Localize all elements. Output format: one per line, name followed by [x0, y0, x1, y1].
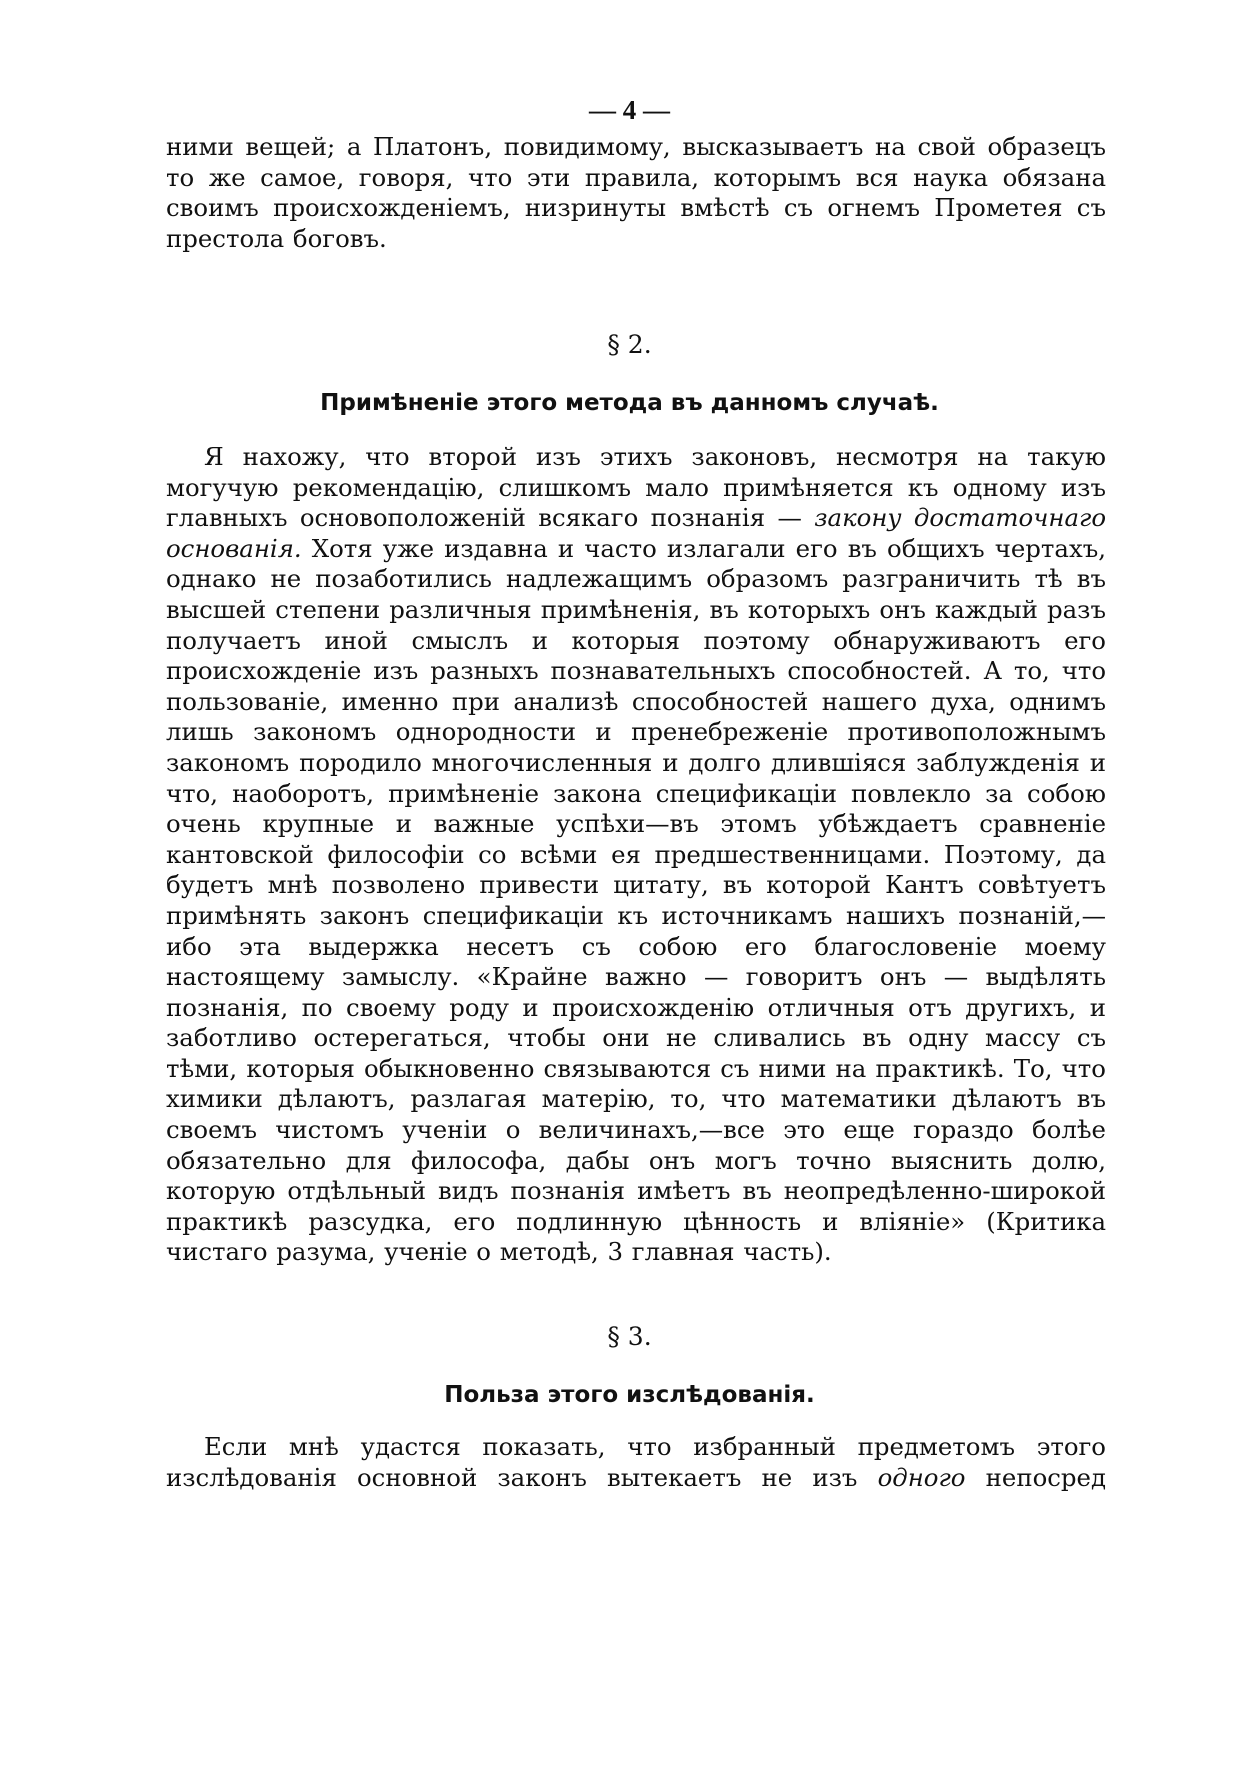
section-3-italic-word: одного — [877, 1462, 966, 1492]
section-3-text-start: Если мнѣ удастся показать, что избранный предметомъ этого изслѣдованія основной законъ вытекаетъ не изъ — [166, 1432, 1106, 1492]
section-3-body-block — [166, 1432, 1106, 1493]
section-2-body-block — [166, 442, 1106, 1268]
page-number: — 4 — — [589, 95, 670, 125]
section-2-text-rest: Хотя уже издавна и часто излагали его въ общихъ чертахъ, однако не позаботились надлежащимъ образомъ разграничить тѣ въ высшей степени различныя примѣненія, въ которыхъ онъ каждый разъ получаетъ иной смыслъ и которыя поэтому обнаруживаютъ его происхожденіе изъ разныхъ познавательныхъ способностей. А то, что пользованіе, именно при анализѣ способностей нашего духа, однимъ лишь закономъ однородности и пренебреженіе противоположнымъ закономъ породило многочисленныя и долго длившіяся заблужденія и что, наоборотъ, примѣненіе закона спецификаціи повлекло за собою очень крупные и важные успѣхи—въ этомъ убѣждаетъ сравненіе кантовской философіи со всѣми ея предшественницами. Поэтому, да будетъ мнѣ позволено привести цитату, въ которой Кантъ совѣтуетъ примѣнять законъ спецификаціи къ источникамъ нашихъ познаній,—ибо эта выдержка несетъ съ собою его благословеніе моему настоящему замыслу. «Крайне важно — говоритъ онъ — выдѣлять познанія, по своему роду и происхожденію отличныя отъ другихъ, и заботливо остерегаться, чтобы они не сливались въ одну массу съ тѣми, которыя обыкновенно связываются съ ними на практикѣ. То, что химики дѣлаютъ, разлагая матерію, то, что математики дѣлаютъ въ своемъ чистомъ ученіи о величинахъ,—все это еще гораздо болѣе обязательно для философа, дабы онъ могъ точно выяснить долю, которую отдѣльный видъ познанія имѣетъ въ неопредѣленно-широкой практикѣ разсудка, его подлинную цѣнность и вліяніе» (Критика чистаго разума, ученіе о методѣ, 3 главная часть). — [166, 533, 1106, 1267]
opening-paragraph-block — [166, 132, 1106, 254]
section-3-number: § 3. — [607, 1322, 652, 1351]
section-2-text-start: Я нахожу, что второй изъ этихъ законовъ, несмотря на такую могучую рекомендацію, слишкомъ мало примѣняется къ одному изъ главныхъ основоположеній всякаго познанія — — [166, 442, 1106, 533]
section-2-paragraph — [166, 442, 1106, 1268]
opening-paragraph: ними вещей; а Платонъ, повидимому, высказываетъ на свой образецъ то же самое, говоря, что эти правила, которымъ вся наука обязана своимъ происхожденіемъ, низринуты вмѣстѣ съ огнемъ Прометея съ престола боговъ. — [166, 132, 1106, 253]
section-3-text-rest: непосред — [985, 1462, 1106, 1492]
section-2-italic-term: закону достаточнаго основанія. — [166, 503, 1106, 563]
section-2-title: Примѣненіе этого метода въ данномъ случаѣ. — [320, 390, 939, 416]
section-3-title: Польза этого изслѣдованія. — [444, 1382, 815, 1408]
section-2-number: § 2. — [607, 330, 652, 359]
section-3-paragraph — [166, 1432, 1106, 1493]
